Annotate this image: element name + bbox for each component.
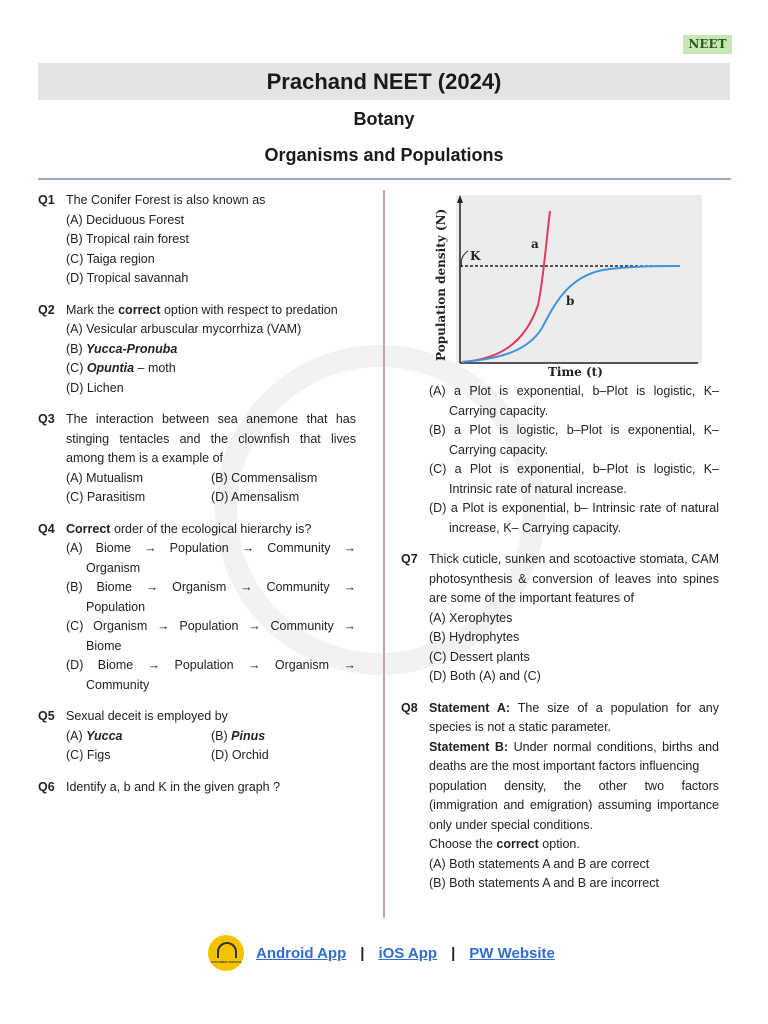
question-q1 (38, 191, 356, 289)
question-q4 (38, 520, 356, 696)
option-a[interactable]: (A) a Plot is exponential, b–Plot is logistic, K– Carrying capacity. (429, 384, 719, 418)
k-label: K (470, 249, 481, 263)
option-b[interactable]: (B) Commensalism (211, 470, 318, 485)
option-c[interactable]: (C) Opuntia – moth (66, 361, 176, 375)
chapter-heading: Organisms and Populations (264, 145, 504, 165)
subject-heading: Botany (353, 109, 415, 129)
option-b[interactable]: (B) Tropical rain forest (66, 232, 189, 246)
question-number: Q4 (38, 521, 55, 536)
statement-a: Statement A: The size of a population for any species is not a static parameter. (429, 700, 719, 734)
android-app-link[interactable]: Android App (256, 944, 347, 962)
pw-website-link[interactable]: PW Website (469, 944, 555, 962)
question-q8 (401, 699, 719, 894)
neet-badge: NEET (683, 35, 732, 54)
header-divider (38, 178, 731, 180)
x-axis-label: Time (t) (548, 365, 603, 378)
option-b[interactable]: (B) Both statements A and B are incorrect (429, 876, 659, 890)
option-d[interactable]: (D) Orchid (211, 748, 269, 762)
question-q2 (38, 301, 356, 399)
curve-a-label: a (531, 237, 539, 251)
option-a[interactable]: (A) Xerophytes (429, 610, 513, 625)
option-d[interactable]: (D) a Plot is exponential, b– Intrinsic rate of natural increase, K– Carrying capacity. (429, 501, 719, 535)
option-d[interactable]: (D) Amensalism (211, 490, 300, 504)
ios-app-link[interactable]: iOS App (378, 944, 438, 962)
choose-instruction: Choose the correct option. (429, 837, 580, 851)
question-number: Q8 (401, 700, 418, 715)
option-b[interactable]: (B) Yucca-Pronuba (66, 341, 178, 356)
option-c[interactable]: (C) Figs (66, 748, 111, 762)
population-growth-graph (430, 193, 706, 378)
option-c[interactable]: (C) Dessert plants (429, 649, 530, 664)
option-d[interactable]: (D) Lichen (66, 380, 124, 395)
left-column (38, 191, 356, 797)
footer-links (208, 935, 555, 971)
option-d[interactable]: (D) Tropical savannah (66, 271, 189, 285)
question-number: Q6 (38, 779, 55, 794)
question-number: Q7 (401, 552, 418, 566)
question-text: Thick cuticle, sunken and scotoactive stomata, CAM photosynthesis & conversion of leaves into spines are some of the important features of (429, 552, 719, 605)
option-a[interactable]: (A) Vesicular arbuscular mycorrhiza (VAM) (66, 322, 302, 336)
question-q6 (38, 778, 356, 798)
statement-b-continued: population density, the other two factors (immigration and emigration) assuming importance only under special conditions. (429, 778, 719, 832)
option-d[interactable]: (D) Biome → Population → Organism → Community (66, 658, 356, 692)
customer-service-logo: CUSTOMER SERVICE (208, 935, 244, 971)
separator: | (451, 944, 456, 962)
curve-b-label: b (566, 294, 575, 308)
option-c[interactable]: (C) Organism → Population → Community → Biome (66, 619, 356, 653)
option-b[interactable]: (B) Biome → Organism → Community → Population (66, 580, 356, 614)
option-b[interactable]: (B) Pinus (211, 728, 266, 743)
right-column (401, 382, 719, 894)
question-text: Sexual deceit is employed by (66, 709, 228, 723)
separator: | (360, 944, 365, 962)
question-text: Identify a, b and K in the given graph ? (66, 779, 281, 794)
page-title: Prachand NEET (2024) (38, 63, 730, 100)
option-a[interactable]: (A) Biome → Population → Community → Organism (66, 541, 356, 575)
question-q3 (38, 410, 356, 508)
option-d[interactable]: (D) Both (A) and (C) (429, 669, 541, 683)
question-number: Q3 (38, 412, 55, 426)
statement-b: Statement B: Under normal conditions, births and deaths are the most important factors influencing (429, 739, 719, 773)
question-text: Mark the correct option with respect to predation (66, 302, 338, 317)
question-number: Q1 (38, 193, 55, 207)
option-a[interactable]: (A) Both statements A and B are correct (429, 856, 650, 871)
question-text: The Conifer Forest is also known as (66, 193, 266, 207)
option-a[interactable]: (A) Deciduous Forest (66, 212, 185, 227)
column-divider (383, 190, 385, 918)
question-number: Q5 (38, 709, 55, 723)
option-c[interactable]: (C) a Plot is exponential, b–Plot is logistic, K– Intrinsic rate of natural increase. (429, 462, 719, 496)
question-q5 (38, 707, 356, 766)
question-number: Q2 (38, 302, 55, 317)
option-b[interactable]: (B) Hydrophytes (429, 630, 520, 644)
question-q7 (401, 550, 719, 687)
question-q6-options (401, 382, 719, 538)
question-text: The interaction between sea anemone that has stinging tentacles and the clownfish that lives among them is a example of (66, 412, 356, 465)
option-c[interactable]: (C) Taiga region (66, 251, 155, 266)
option-a[interactable]: (A) Yucca (66, 728, 123, 743)
option-a[interactable]: (A) Mutualism (66, 470, 144, 485)
option-c[interactable]: (C) Parasitism (66, 490, 146, 504)
option-b[interactable]: (B) a Plot is logistic, b–Plot is exponential, K– Carrying capacity. (429, 423, 719, 457)
question-text: Correct order of the ecological hierarchy is? (66, 521, 312, 536)
y-axis-label: Population density (N) (434, 208, 448, 361)
